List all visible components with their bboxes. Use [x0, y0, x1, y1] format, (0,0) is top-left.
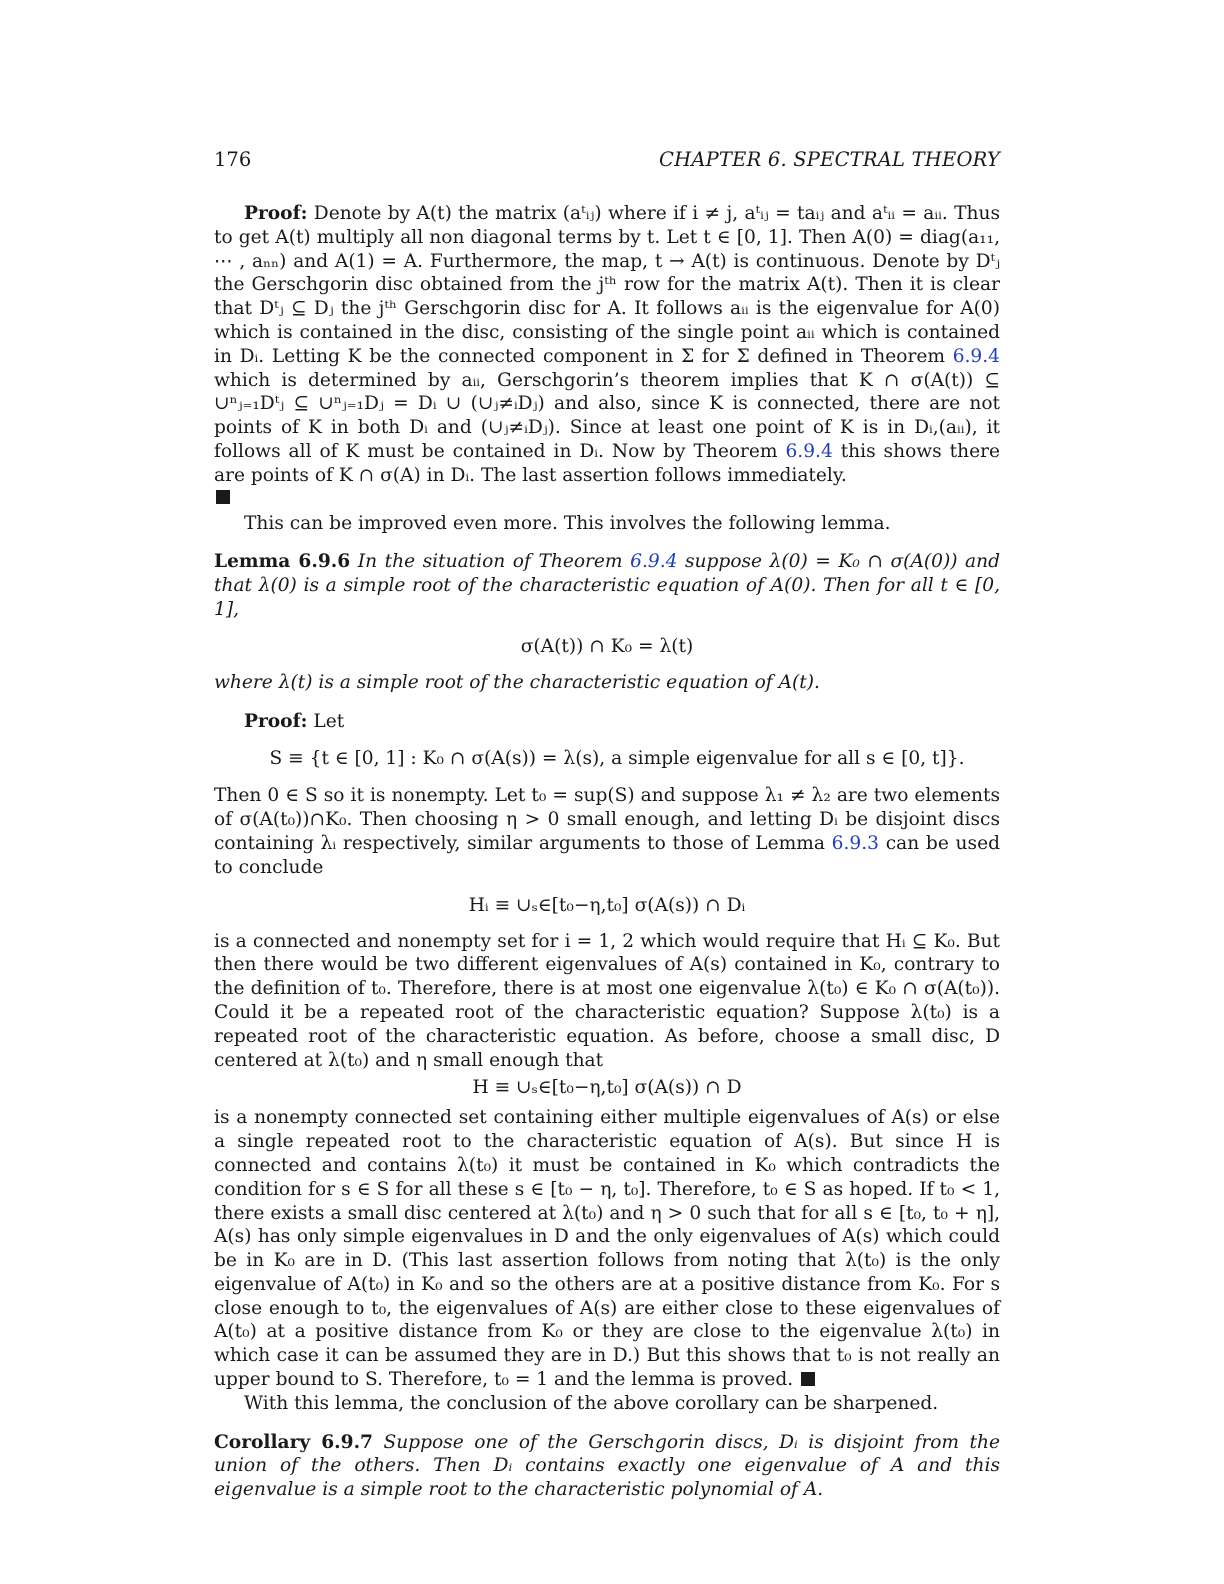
display-equation-S: S ≡ {t ∈ [0, 1] : K₀ ∩ σ(A(s)) = λ(s), a simple eigenvalue for all s ∈ [0, t]}.	[269, 748, 965, 770]
page-content	[214, 140, 1000, 1502]
lemma-label: Lemma 6.9.6	[214, 551, 351, 573]
page-number: 176	[214, 148, 252, 171]
display-equation-H: H ≡ ∪ₛ∈[t₀−η,t₀] σ(A(s)) ∩ D	[472, 1077, 742, 1099]
lemma-text-part: suppose λ(0) = K₀ ∩ σ(A(0)) and that λ(0) is a simple root of the characteristic equation of A(0). Then for all t ∈ [0, 1],	[214, 551, 1000, 620]
proof-text-part: is a nonempty connected set containing either multiple eigenvalues of A(s) or else a single repeated root to the characteristic equation of A(s). But since H is connected and contains λ(t₀) it must be contained in K₀ which contradicts the condition for s ∈ S for all these s ∈ [t₀ − η, t₀]. Therefore, t₀ ∈ S as hoped. If t₀ < 1, there exists a small disc centered at λ(t₀) and η > 0 such that for all s ∈ [t₀, t₀ + η], A(s) has only simple eigenvalues in D and the only eigenvalues of A(s) which could be in K₀ are in D. (This last assertion follows from noting that λ(t₀) is the only eigenvalue of A(t₀) in K₀ and so the others are at a positive distance from K₀. For s close enough to t₀, the eigenvalues of A(s) are either close to these eigenvalues of A(t₀) at a positive distance from K₀ or they are close to the eigenvalue λ(t₀) in which case it can be assumed they are in D.) But this shows that t₀ is not really an upper bound to S. Therefore, t₀ = 1 and the lemma is proved.	[214, 1107, 1000, 1391]
lemma-text-part: In the situation of Theorem	[350, 551, 631, 573]
proof-text-part: can be used to conclude	[214, 832, 1000, 878]
corollary-statement	[214, 1431, 1000, 1502]
proof-paragraph	[214, 710, 1000, 734]
proof-label: Proof:	[244, 710, 308, 732]
lemma-tail: where λ(t) is a simple root of the characteristic equation of A(t).	[214, 671, 820, 693]
theorem-reference-link[interactable]: 6.9.4	[952, 345, 1000, 367]
proof-intro: Let	[313, 710, 345, 732]
improvement-paragraph: This can be improved even more. This involves the following lemma.	[244, 512, 891, 534]
proof-body-paragraph: is a connected and nonempty set for i = 1, 2 which would require that Hᵢ ⊆ K₀. But then there would be two different eigenvalues of A(s) contained in K₀, contrary to the definition of t₀. Therefore, there is at most one eigenvalue λ(t₀) ∈ K₀ ∩ σ(A(t₀)). Could it be a repeated root of the characteristic equation? Suppose λ(t₀) is a repeated root of the characteristic equation. As before, choose a small disc, D centered at λ(t₀) and η small enough that	[214, 930, 1000, 1071]
proof-text-part: Then 0 ∈ S so it is nonempty. Let t₀ = sup(S) and suppose λ₁ ≠ λ₂ are two elements of σ(A(t₀))∩K₀. Then choosing η > 0 small enough, and letting Dᵢ be disjoint discs containing λᵢ respectively, similar arguments to those of Lemma	[214, 785, 1000, 854]
corollary-label: Corollary 6.9.7	[214, 1431, 373, 1453]
proof-body-paragraph	[214, 1106, 1000, 1392]
proof-text-part: Denote by A(t) the matrix (aᵗᵢⱼ) where if i ≠ j, aᵗᵢⱼ = taᵢⱼ and aᵗᵢᵢ = aᵢᵢ. Thus to get A(t) multiply all non diagonal terms by t. Let t ∈ [0, 1]. Then A(0) = diag(a₁₁, ⋯ , aₙₙ) and A(1) = A. Furthermore, the map, t → A(t) is continuous. Denote by Dᵗⱼ the Gerschgorin disc obtained from the jᵗʰ row for the matrix A(t). Then it is clear that Dᵗⱼ ⊆ Dⱼ the jᵗʰ Gerschgorin disc for A. It follows aᵢᵢ is the eigenvalue for A(0) which is contained in the disc, consisting of the single point aᵢᵢ which is contained in Dᵢ. Letting K be the connected component in Σ for Σ defined in Theorem	[214, 203, 1000, 367]
chapter-title: CHAPTER 6. SPECTRAL THEORY	[659, 148, 1000, 171]
proof-text-part: this shows there are points of K ∩ σ(A) in Dᵢ. The last assertion follows immediately.	[214, 440, 1000, 486]
proof-paragraph	[214, 202, 1000, 488]
proof-body-paragraph	[214, 784, 1000, 879]
qed-mark	[214, 488, 1000, 512]
theorem-reference-link[interactable]: 6.9.4	[630, 551, 678, 573]
corollary-text: Suppose one of the Gerschgorin discs, Dᵢ is disjoint from the union of the others. Then Dᵢ contains exactly one eigenvalue of A and this eigenvalue is a simple root to the characteristic polynomial of A.	[214, 1431, 1000, 1501]
sharpen-paragraph: With this lemma, the conclusion of the above corollary can be sharpened.	[244, 1392, 939, 1414]
proof-text-part: which is determined by aᵢᵢ, Gerschgorin’s theorem implies that K ∩ σ(A(t)) ⊆ ∪ⁿⱼ₌₁Dᵗⱼ ⊆ ∪ⁿⱼ₌₁Dⱼ = Dᵢ ∪ (∪ⱼ≠ᵢDⱼ) and also, since K is connected, there are not points of K in both Dᵢ and (∪ⱼ≠ᵢDⱼ). Since at least one point of K is in Dᵢ,(aᵢᵢ), it follows all of K must be contained in Dᵢ. Now by Theorem	[214, 369, 1000, 462]
lemma-reference-link[interactable]: 6.9.3	[831, 832, 879, 854]
lemma-display-equation: σ(A(t)) ∩ K₀ = λ(t)	[520, 635, 694, 657]
display-equation-Hi: Hᵢ ≡ ∪ₛ∈[t₀−η,t₀] σ(A(s)) ∩ Dᵢ	[468, 894, 746, 916]
theorem-reference-link[interactable]: 6.9.4	[785, 440, 833, 462]
running-header	[214, 140, 1000, 180]
qed-mark	[801, 1372, 815, 1386]
proof-label: Proof:	[244, 203, 308, 224]
lemma-statement	[214, 550, 1000, 621]
